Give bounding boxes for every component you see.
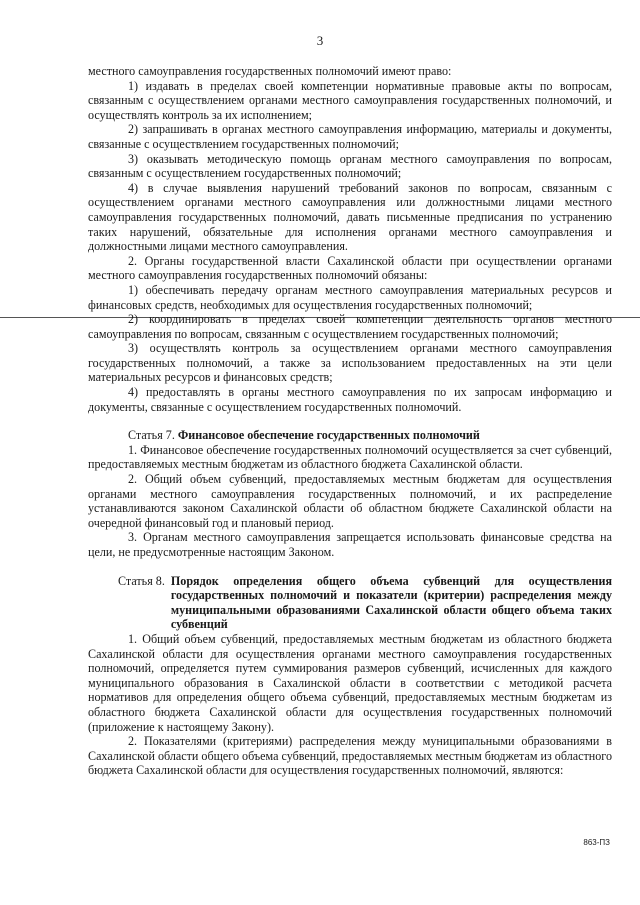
article-title: Порядок определения общего объема субвенций для осуществления государственных полномочий и показатели (критерии) распределения между муниципальными образованиями Сахалинской области общего объема таких субвенций <box>170 573 612 632</box>
list-item: 3) осуществлять контроль за осуществлением органами местного самоуправления государственных полномочий, а также за использованием предоставленных на эти цели материальных ресурсов и финансовых средств; <box>88 341 612 385</box>
paragraph: 2. Общий объем субвенций, предоставляемых местным бюджетам для осуществления органами местного самоуправления государственных полномочий, и их распределение устанавливаются законом Сахалинской области об областном бюджете Сахалинской области на очередной финансовый год и плановый период. <box>88 472 612 530</box>
list-item: 1) издавать в пределах своей компетенции нормативные правовые акты по вопросам, связанным с осуществлением органами местного самоуправления государственных полномочий, и осуществлять контроль за их исполнением; <box>88 78 612 122</box>
article-8-heading <box>88 574 612 632</box>
article-7-heading <box>88 428 612 443</box>
paragraph: 1. Общий объем субвенций, предоставляемых местным бюджетам из областного бюджета Сахалинской области для осуществления органами местного самоуправления государственных полномочий, определяется путем суммирования размеров субвенций, исчисленных для каждого муниципального образования в Сахалинской области в соответствии с методикой расчета нормативов для определения общего объема субвенций, предоставляемых местным бюджетам из областного бюджета Сахалинской области для осуществления государственных полномочий (приложение к настоящему Закону). <box>88 631 612 734</box>
page-number: 3 <box>316 33 324 48</box>
article-number: Статья 8. <box>118 573 165 588</box>
article-title: Финансовое обеспечение государственных полномочий <box>177 428 480 443</box>
article-number: Статья 7. <box>128 428 175 443</box>
paragraph: 3. Органам местного самоуправления запрещается использовать финансовые средства на цели, не предусмотренные настоящим Законом. <box>88 530 612 559</box>
list-item: 2) запрашивать в органах местного самоуправления информацию, материалы и документы, связанные с осуществлением государственных полномочий; <box>88 122 612 151</box>
paragraph: местного самоуправления государственных полномочий имеют право: <box>88 64 452 78</box>
list-item: 4) предоставлять в органы местного самоуправления по их запросам информацию и документы, связанные с осуществлением государственных полномочий. <box>88 385 612 414</box>
paragraph: 1. Финансовое обеспечение государственных полномочий осуществляется за счет субвенций, предоставляемых местным бюджетам из областного бюджета Сахалинской области. <box>88 442 612 472</box>
paragraph: 2. Органы государственной власти Сахалинской области при осуществлении органами местного самоуправления государственных полномочий обязаны: <box>88 253 612 283</box>
document-body <box>88 64 612 778</box>
document-code: 863-ПЗ <box>583 838 610 847</box>
list-item: 2) координировать в пределах своей компетенции деятельность органов местного самоуправления по вопросам, связанным с осуществлением государственных полномочий; <box>88 312 612 341</box>
paragraph: 2. Показателями (критериями) распределения между муниципальными образованиями в Сахалинской области общего объема субвенций, предоставляемых местным бюджетам из областного бюджета Сахалинской области для осуществления государственных полномочий, являются: <box>88 734 612 778</box>
list-item: 1) обеспечивать передачу органам местного самоуправления материальных ресурсов и финансовых средств, необходимых для осуществления государственных полномочий; <box>88 282 612 312</box>
list-item: 3) оказывать методическую помощь органам местного самоуправления по вопросам, связанным с осуществлением государственных полномочий; <box>88 151 612 181</box>
list-item: 4) в случае выявления нарушений требований законов по вопросам, связанным с осуществлением органами местного самоуправления или должностными лицами местного самоуправления государственных полномочий, давать письменные предписания по устранению таких нарушений, обязательные для исполнения органами местного самоуправления и должностными лицами местного самоуправления. <box>88 180 612 254</box>
